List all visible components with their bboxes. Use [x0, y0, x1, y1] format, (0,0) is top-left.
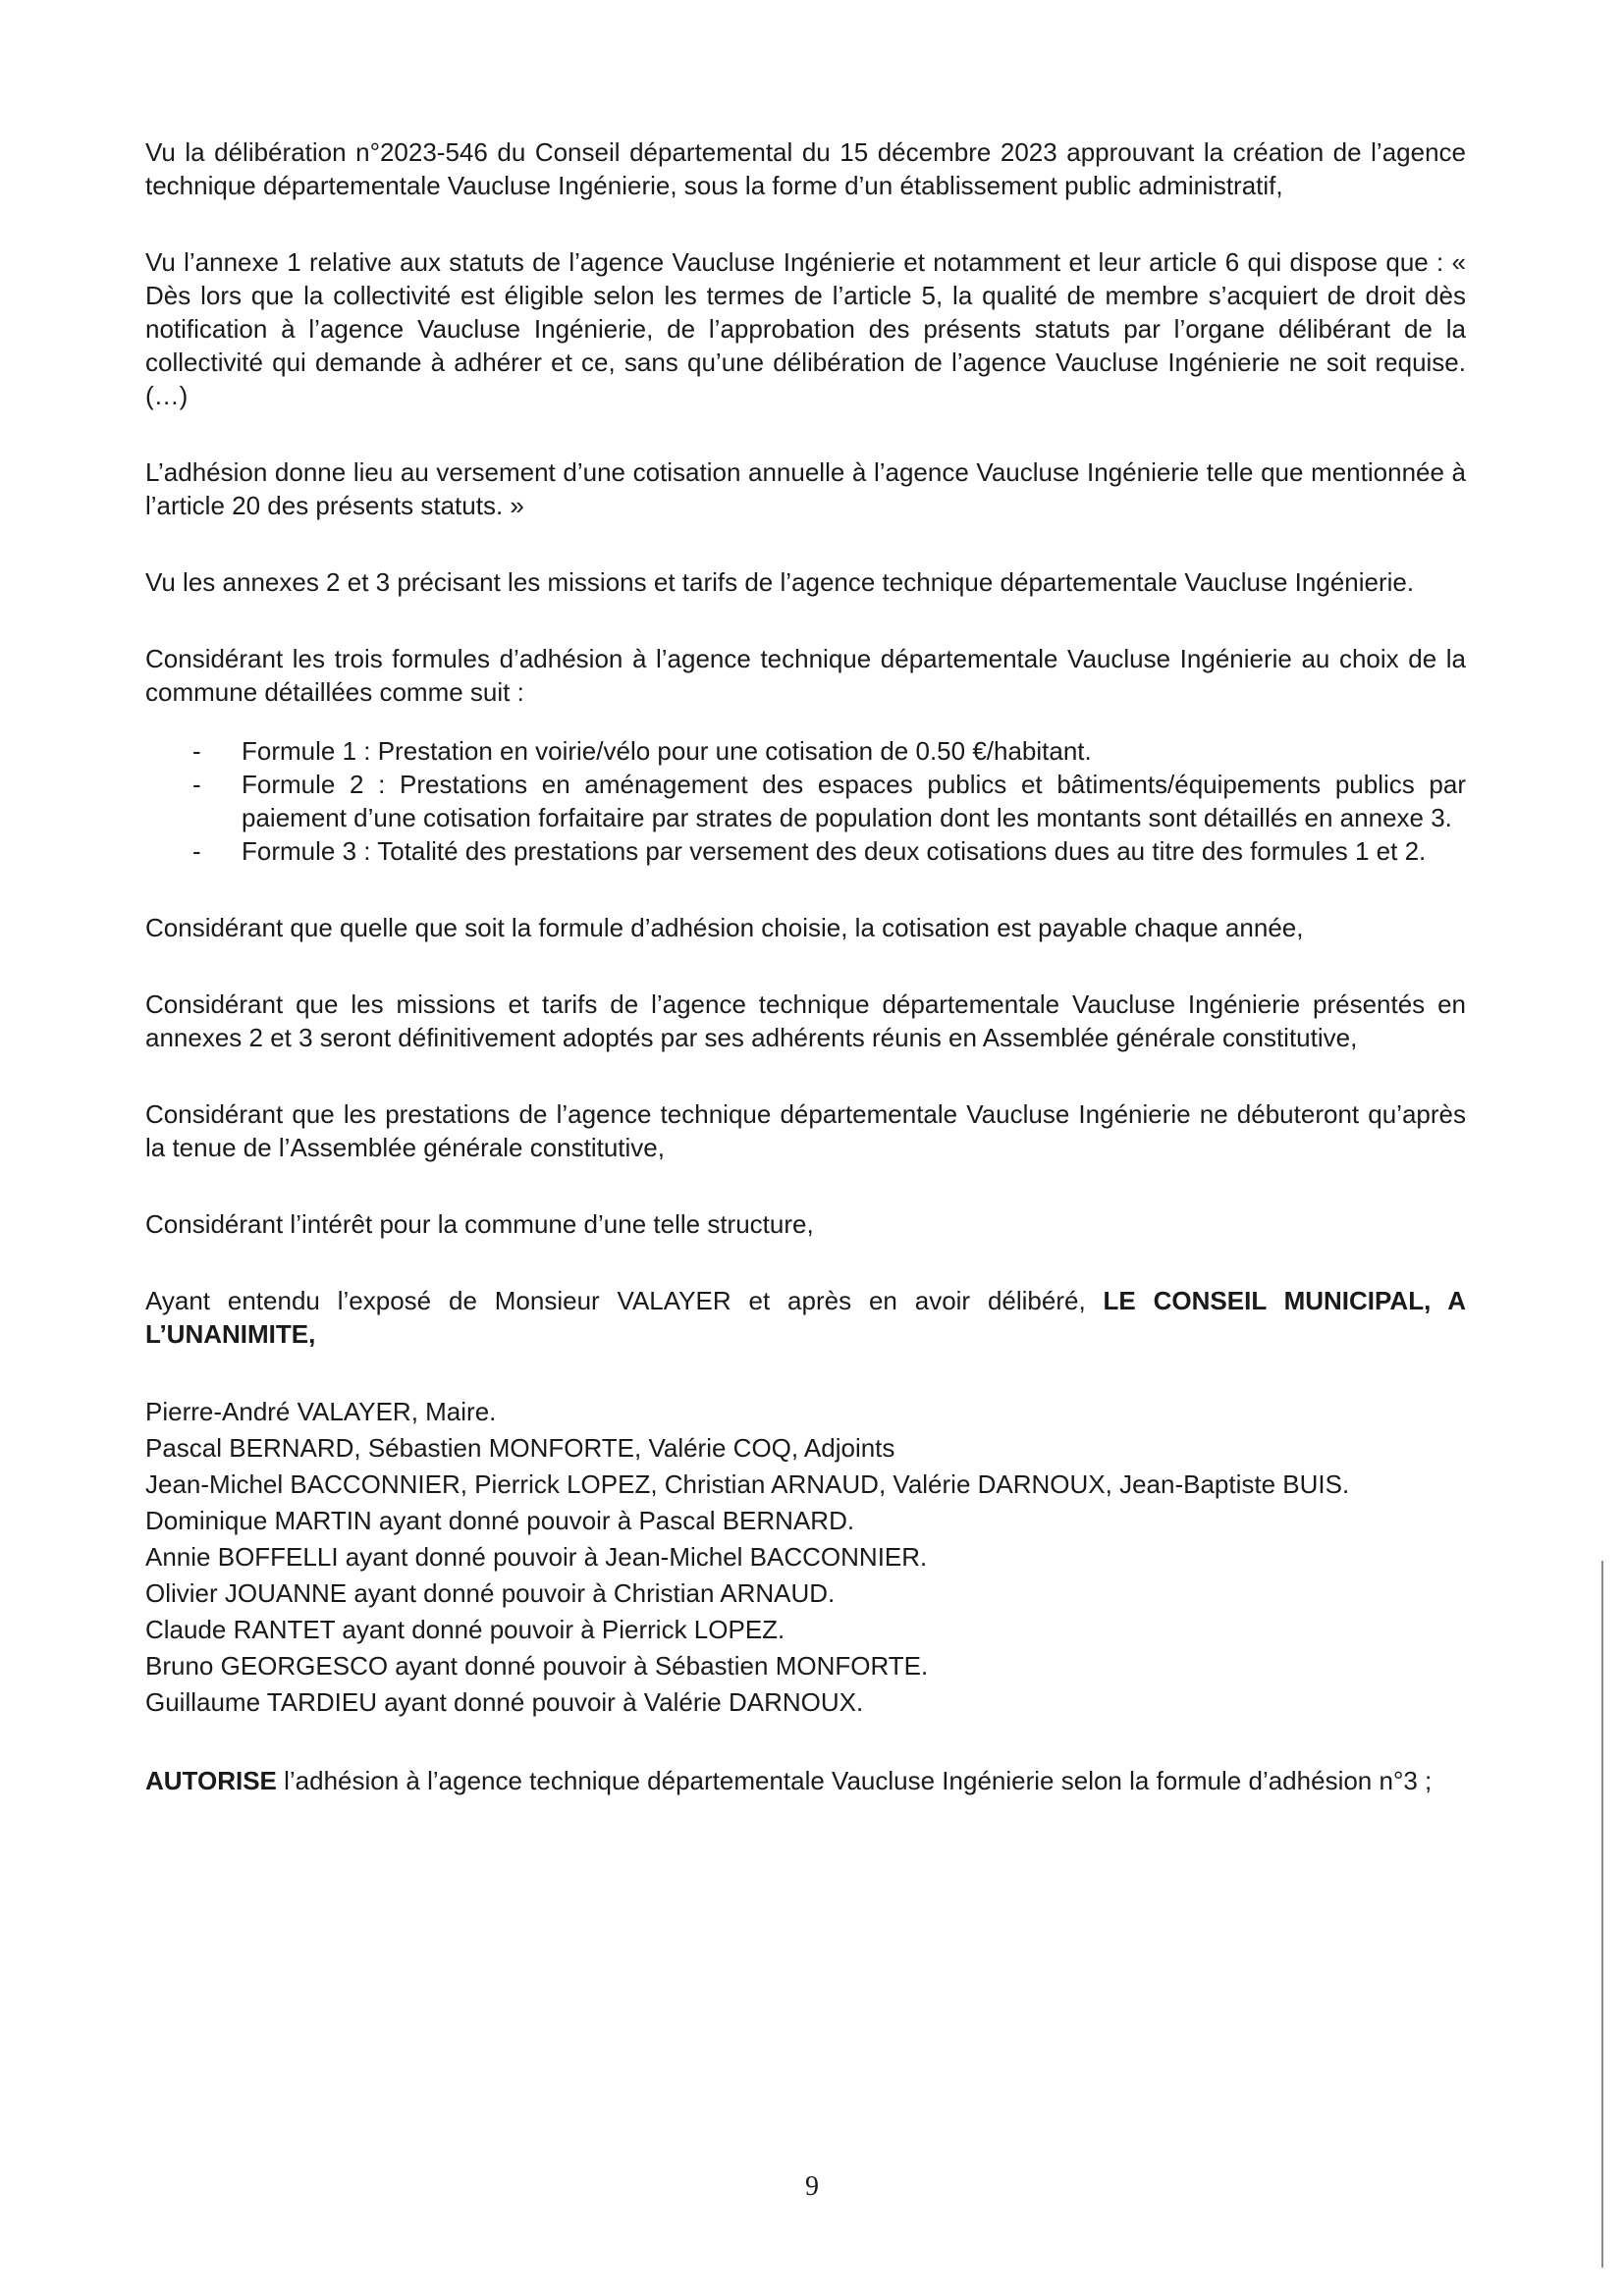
member-line: Guillaume TARDIEU ayant donné pouvoir à Valérie DARNOUX. [145, 1687, 864, 1717]
formula-list [145, 734, 1466, 868]
autorise-keyword: AUTORISE [145, 1766, 277, 1795]
formula-text: Formule 2 : Prestations en aménagement des espaces publics et bâtiments/équipements publics par paiement d’une cotisation forfaitaire par strates de population dont les montants sont détaillés en annexe 3. [242, 770, 1466, 832]
member-line: Dominique MARTIN ayant donné pouvoir à Pascal BERNARD. [145, 1506, 855, 1535]
paragraph-cotisation-annuelle: Considérant que quelle que soit la formule d’adhésion choisie, la cotisation est payable chaque année, [145, 913, 1304, 942]
paragraph-conseil-municipal [145, 1284, 1466, 1351]
paragraph-autorise [145, 1764, 1466, 1797]
paragraph-missions-tarifs: Considérant que les missions et tarifs de l’agence technique départementale Vaucluse Ingénierie présentés en annexes 2 et 3 seront définitivement adoptés par ses adhérents réunis en Assemblée générale constitutive, [145, 989, 1466, 1052]
conseil-unanimite-heading: LE CONSEIL MUNICIPAL, A L’UNANIMITE, [145, 1286, 1466, 1349]
paragraph-prestations-debut: Considérant que les prestations de l’agence technique départementale Vaucluse Ingénierie ne débuteront qu’après la tenue de l’Assemblée générale constitutive, [145, 1099, 1466, 1162]
member-line: Jean-Michel BACCONNIER, Pierrick LOPEZ, Christian ARNAUD, Valérie DARNOUX, Jean-Baptiste BUIS. [145, 1469, 1350, 1499]
formula-item [145, 734, 1466, 768]
paragraph-adhesion-cotisation: L’adhésion donne lieu au versement d’une cotisation annuelle à l’agence Vaucluse Ingénierie telle que mentionnée à l’article 20 des présents statuts. » [145, 457, 1466, 520]
members-list [145, 1394, 1466, 1721]
paragraph-annexes-2-3: Vu les annexes 2 et 3 précisant les missions et tarifs de l’agence technique départementale Vaucluse Ingénierie. [145, 567, 1415, 597]
document-body [145, 135, 1466, 1797]
paragraph-annexe-1: Vu l’annexe 1 relative aux statuts de l’agence Vaucluse Ingénierie et notamment et leur article 6 qui dispose que : « Dès lors que la collectivité est éligible selon les termes de l’article 5, la qualité de membre s’acquiert de droit dès notification à l’agence Vaucluse Ingénierie, de l’approbation des présents statuts par l’organe délibérant de la collectivité qui demande à adhérer et ce, sans qu’une délibération de l’agence Vaucluse Ingénierie ne soit requise. (…) [145, 247, 1466, 410]
autorise-text: l’adhésion à l’agence technique départementale Vaucluse Ingénierie selon la formule d’adhésion n°3 ; [276, 1766, 1433, 1795]
bullet-dash: - [192, 770, 201, 799]
member-line: Bruno GEORGESCO ayant donné pouvoir à Sébastien MONFORTE. [145, 1651, 929, 1681]
bullet-dash: - [192, 836, 201, 866]
page-number: 9 [805, 2171, 819, 2202]
paragraph-deliberation: Vu la délibération n°2023-546 du Conseil départemental du 15 décembre 2023 approuvant la création de l’agence technique départementale Vaucluse Ingénierie, sous la forme d’un établissement public administratif, [145, 137, 1466, 200]
bullet-dash: - [192, 736, 201, 766]
scan-edge-line [1601, 1561, 1603, 2268]
formula-text: Formule 3 : Totalité des prestations par versement des deux cotisations dues au titre des formules 1 et 2. [242, 836, 1427, 866]
member-line: Annie BOFFELLI ayant donné pouvoir à Jean-Michel BACCONNIER. [145, 1542, 928, 1572]
formula-item [145, 834, 1466, 868]
deliberation-text: Ayant entendu l’exposé de Monsieur VALAYER et après en avoir délibéré, [145, 1286, 1104, 1315]
formula-text: Formule 1 : Prestation en voirie/vélo pour une cotisation de 0.50 €/habitant. [242, 736, 1092, 766]
member-line: Olivier JOUANNE ayant donné pouvoir à Christian ARNAUD. [145, 1578, 836, 1608]
member-line: Pascal BERNARD, Sébastien MONFORTE, Valérie COQ, Adjoints [145, 1433, 895, 1463]
member-line: Claude RANTET ayant donné pouvoir à Pierrick LOPEZ. [145, 1615, 785, 1644]
paragraph-interet-commune: Considérant l’intérêt pour la commune d’une telle structure, [145, 1209, 814, 1239]
paragraph-trois-formules: Considérant les trois formules d’adhésion à l’agence technique départementale Vaucluse Ingénierie au choix de la commune détaillées comme suit : [145, 644, 1466, 707]
member-line: Pierre-André VALAYER, Maire. [145, 1397, 497, 1426]
formula-item [145, 768, 1466, 834]
